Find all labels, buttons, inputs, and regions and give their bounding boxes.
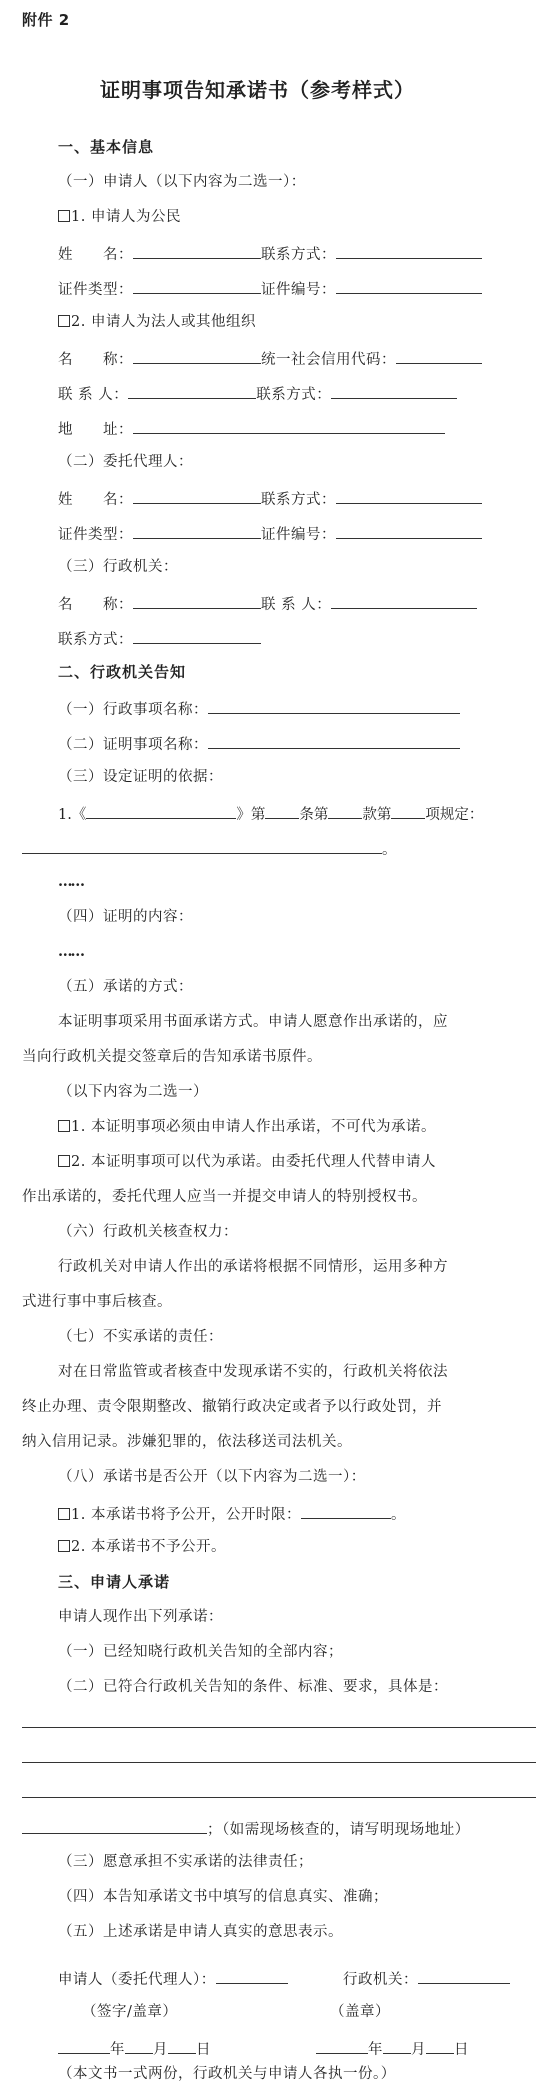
public-checkbox[interactable] xyxy=(58,1508,70,1520)
liability-paragraph-3: 纳入信用记录。涉嫌犯罪的，依法移送司法机关。 xyxy=(22,1434,352,1450)
public-label: （八）承诺书是否公开（以下内容为二选一）： xyxy=(58,1469,366,1485)
details-line-2[interactable] xyxy=(22,1762,536,1763)
footer-note: （本文书一式两份，行政机关与申请人各执一份。） xyxy=(58,2066,396,2082)
choose-one-note: （以下内容为二选一） xyxy=(58,1084,208,1100)
option-no-proxy[interactable]: 1. 本证明事项必须由申请人作出承诺，不可代为承诺。 xyxy=(58,1117,436,1137)
authority-date-row: 年 月 日 xyxy=(316,2037,469,2060)
document-title: 证明事项告知承诺书（参考样式） xyxy=(100,78,415,102)
agent-id-row: 证件类型： 证件编号： xyxy=(58,522,482,545)
onsite-address-field[interactable] xyxy=(22,1817,207,1834)
basis-item-field[interactable] xyxy=(391,802,425,819)
authority-label: （三）行政机关： xyxy=(58,559,178,575)
no-proxy-checkbox[interactable] xyxy=(58,1120,70,1132)
legal-entity-checkbox[interactable] xyxy=(58,315,70,327)
applicant-month-field[interactable] xyxy=(125,2037,153,2054)
basis-law-field[interactable] xyxy=(86,802,236,819)
agent-name-row: 姓 名： 联系方式： xyxy=(58,487,482,510)
commitment-intro: 申请人现作出下列承诺： xyxy=(58,1609,223,1625)
applicant-signature-field[interactable] xyxy=(216,1967,288,1984)
agent-label: （二）委托代理人： xyxy=(58,454,193,470)
basis-label: （三）设定证明的依据： xyxy=(58,769,223,785)
authority-seal-field[interactable] xyxy=(418,1967,510,1984)
not-public-checkbox[interactable] xyxy=(58,1540,70,1552)
authority-day-field[interactable] xyxy=(426,2037,454,2054)
method-label: （五）承诺的方式： xyxy=(58,979,193,995)
org-name-field[interactable] xyxy=(133,347,261,364)
option-citizen[interactable]: 1. 申请人为公民 xyxy=(58,207,181,227)
basis-clause-field[interactable] xyxy=(328,802,362,819)
org-contact-person-field[interactable] xyxy=(128,382,256,399)
option-proxy[interactable]: 2. 本证明事项可以代为承诺。由委托代理人代替申请人 xyxy=(58,1152,436,1172)
org-address-field[interactable] xyxy=(133,417,445,434)
verify-paragraph-2: 式进行事中事后核查。 xyxy=(22,1294,172,1310)
section-authority-notice-heading: 二、行政机关告知 xyxy=(58,663,187,681)
agent-name-field[interactable] xyxy=(133,487,261,504)
admin-item-field[interactable] xyxy=(208,697,460,714)
attachment-label: 附件 2 xyxy=(22,11,70,29)
method-paragraph-2: 当向行政机关提交签章后的告知承诺书原件。 xyxy=(22,1049,322,1065)
verify-paragraph-1: 行政机关对申请人作出的承诺将根据不同情形，运用多种方 xyxy=(58,1259,448,1275)
cert-item-field[interactable] xyxy=(208,732,460,749)
applicant-day-field[interactable] xyxy=(168,2037,196,2054)
citizen-name-field[interactable] xyxy=(133,242,261,259)
section-basic-info-heading: 一、基本信息 xyxy=(58,138,155,156)
option-not-public[interactable]: 2. 本承诺书不予公开。 xyxy=(58,1537,226,1557)
citizen-id-type-field[interactable] xyxy=(133,277,261,294)
credit-code-field[interactable] xyxy=(396,347,482,364)
applicant-date-row: 年 月 日 xyxy=(58,2037,211,2060)
citizen-id-row: 证件类型： 证件编号： xyxy=(58,277,482,300)
agent-id-number-field[interactable] xyxy=(336,522,482,539)
option-public[interactable]: 1. 本承诺书将予公开，公开时限： 。 xyxy=(58,1502,406,1525)
commitment-5: （五）上述承诺是申请人真实的意思表示。 xyxy=(58,1924,343,1940)
liability-paragraph-1: 对在日常监管或者核查中发现承诺不实的，行政机关将依法 xyxy=(58,1364,448,1380)
authority-contact-field[interactable] xyxy=(133,627,261,644)
org-name-row: 名 称： 统一社会信用代码： xyxy=(58,347,482,370)
seal-note: （盖章） xyxy=(330,2004,390,2020)
liability-paragraph-2: 终止办理、责令限期整改、撤销行政决定或者予以行政处罚，并 xyxy=(22,1399,442,1415)
cert-item-row: （二）证明事项名称： xyxy=(58,732,460,755)
ellipsis-2: …… xyxy=(58,943,83,960)
authority-name-row: 名 称： 联 系 人： xyxy=(58,592,477,615)
org-contact-row: 联 系 人： 联系方式： xyxy=(58,382,457,405)
proxy-checkbox[interactable] xyxy=(58,1155,70,1167)
signature-note: （签字/盖章） xyxy=(82,2004,178,2020)
citizen-checkbox[interactable] xyxy=(58,210,70,222)
ellipsis-1: …… xyxy=(58,873,83,890)
commitment-3: （三）愿意承担不实承诺的法律责任； xyxy=(58,1854,313,1870)
authority-contact-row: 联系方式： xyxy=(58,627,261,650)
details-line-3[interactable] xyxy=(22,1797,536,1798)
authority-name-field[interactable] xyxy=(133,592,261,609)
applicant-year-field[interactable] xyxy=(58,2037,110,2054)
section-applicant-commitment-heading: 三、申请人承诺 xyxy=(58,1573,171,1591)
method-paragraph-1: 本证明事项采用书面承诺方式。申请人愿意作出承诺的，应 xyxy=(58,1014,448,1030)
basis-text-row: 。 xyxy=(22,837,397,860)
admin-item-row: （一）行政事项名称： xyxy=(58,697,460,720)
basis-article-field[interactable] xyxy=(265,802,299,819)
commitment-4: （四）本告知承诺文书中填写的信息真实、准确； xyxy=(58,1889,388,1905)
commitment-2: （二）已符合行政机关告知的条件、标准、要求，具体是： xyxy=(58,1679,448,1695)
liability-label: （七）不实承诺的责任： xyxy=(58,1329,223,1345)
commitment-1: （一）已经知晓行政机关告知的全部内容； xyxy=(58,1644,343,1660)
org-contact-field[interactable] xyxy=(331,382,457,399)
basis-row: 1.《 》第 条第 款第 项规定： xyxy=(58,802,483,825)
option-legal-entity[interactable]: 2. 申请人为法人或其他组织 xyxy=(58,312,256,332)
agent-id-type-field[interactable] xyxy=(133,522,261,539)
agent-contact-field[interactable] xyxy=(336,487,482,504)
applicant-label: （一）申请人（以下内容为二选一）： xyxy=(58,174,306,190)
onsite-address-row: ；（如需现场核查的，请写明现场地址） xyxy=(22,1817,470,1840)
basis-text-field[interactable] xyxy=(22,837,382,854)
citizen-name-row: 姓 名： 联系方式： xyxy=(58,242,482,265)
authority-seal-row: 行政机关： xyxy=(343,1967,510,1990)
option-proxy-continued: 作出承诺的，委托代理人应当一并提交申请人的特别授权书。 xyxy=(22,1189,427,1205)
verify-label: （六）行政机关核查权力： xyxy=(58,1224,238,1240)
org-address-row: 地 址： xyxy=(58,417,445,440)
public-period-field[interactable] xyxy=(301,1502,391,1519)
details-line-1[interactable] xyxy=(22,1727,536,1728)
citizen-contact-field[interactable] xyxy=(336,242,482,259)
authority-year-field[interactable] xyxy=(316,2037,368,2054)
authority-contact-person-field[interactable] xyxy=(331,592,477,609)
content-label: （四）证明的内容： xyxy=(58,909,193,925)
applicant-signature-row: 申请人（委托代理人）： xyxy=(58,1967,288,1990)
authority-month-field[interactable] xyxy=(383,2037,411,2054)
citizen-id-number-field[interactable] xyxy=(336,277,482,294)
